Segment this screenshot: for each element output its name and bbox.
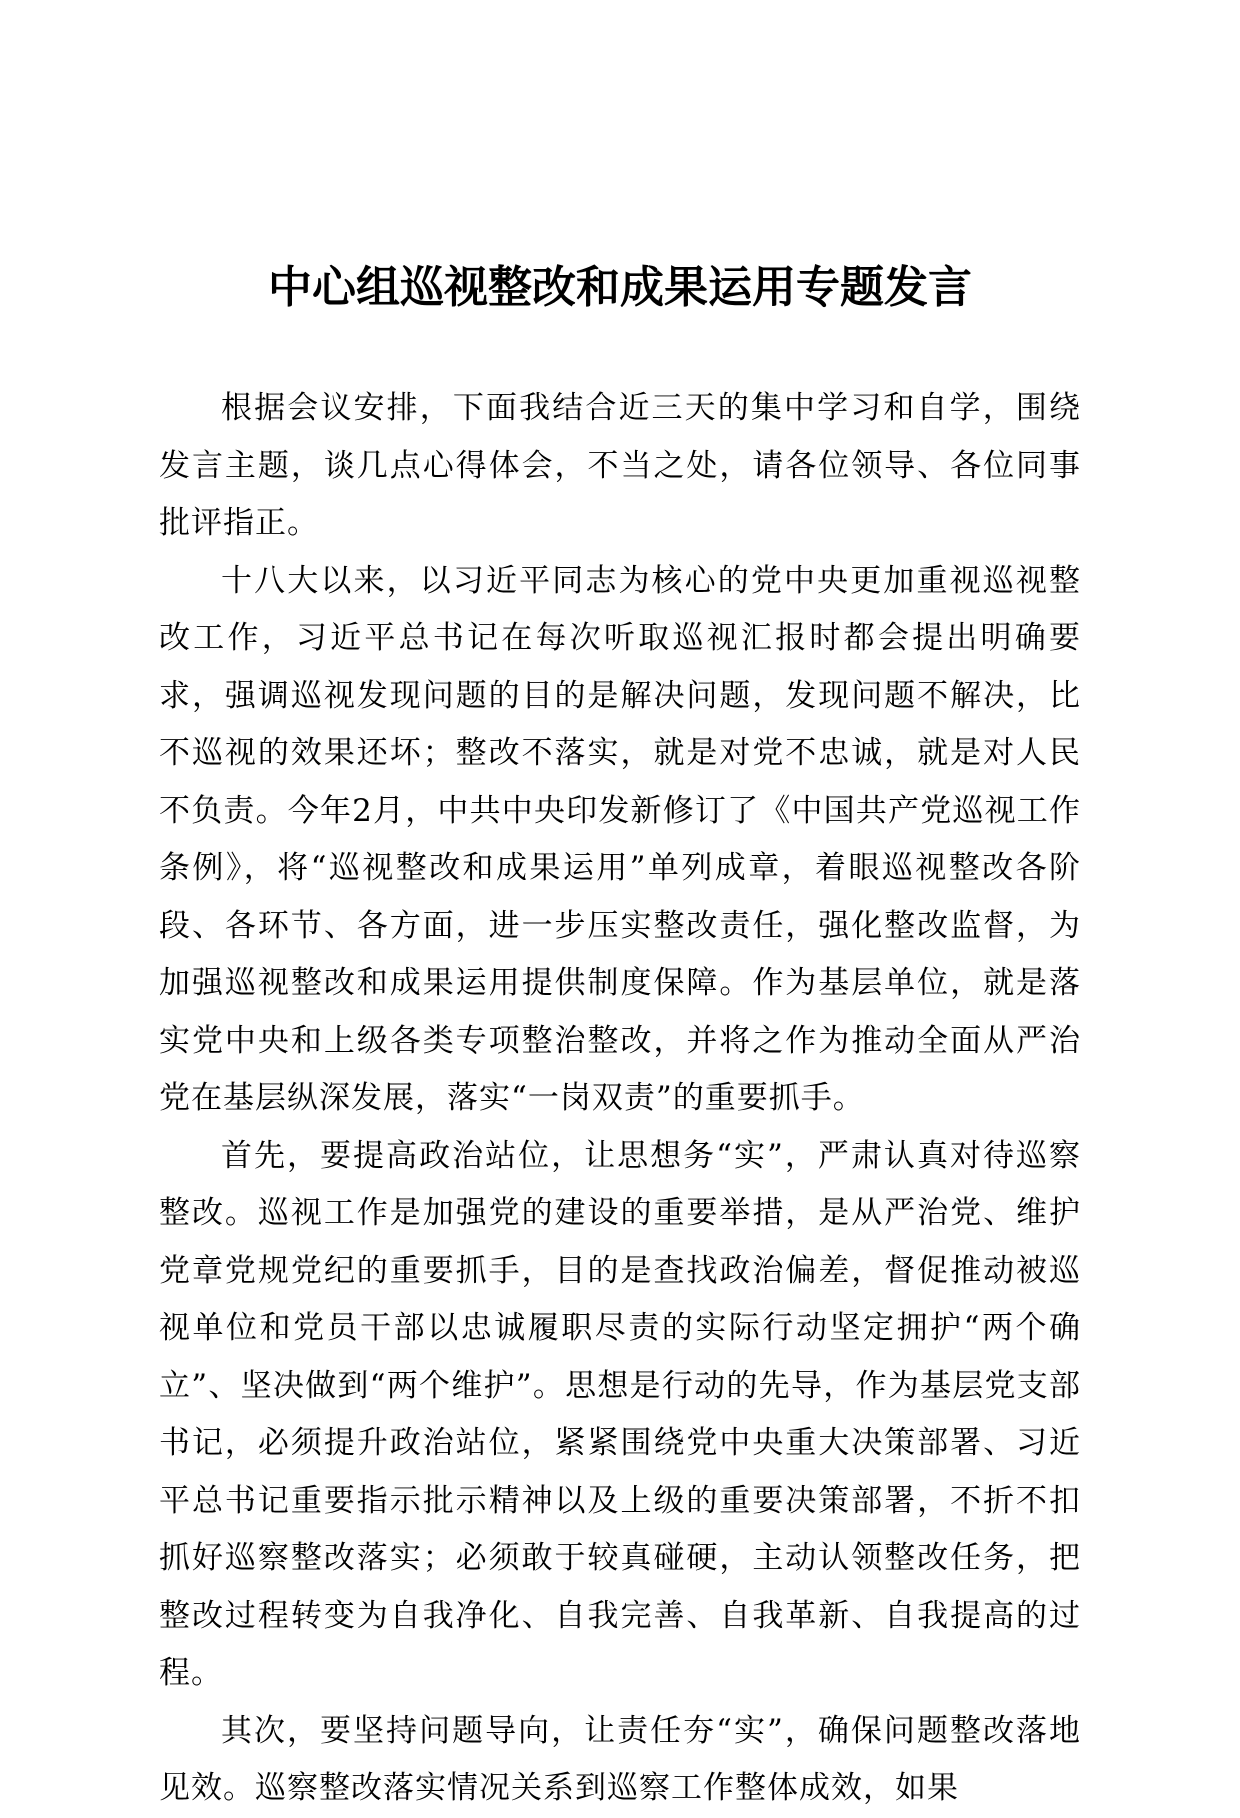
paragraph-background: 十八大以来，以习近平同志为核心的党中央更加重视巡视整改工作，习近平总书记在每次听取巡视汇报时都会提出明确要求，强调巡视发现问题的目的是解决问题，发现问题不解决，比不巡视的效果还坏；整改不落实，就是对党不忠诚，就是对人民不负责。今年2月，中共中央印发新修订了《中国共产党巡视工作条例》，将“巡视整改和成果运用”单列成章，着眼巡视整改各阶段、各环节、各方面，进一步压实整改责任，强化整改监督，为加强巡视整改和成果运用提供制度保障。作为基层单位，就是落实党中央和上级各类专项整治整改，并将之作为推动全面从严治党在基层纵深发展，落实“一岗双责”的重要抓手。 bbox=[159, 562, 1081, 1116]
paragraph-first-point: 首先，要提高政治站位，让思想务“实”，严肃认真对待巡察整改。巡视工作是加强党的建设的重要举措，是从严治党、维护党章党规党纪的重要抓手，目的是查找政治偏差，督促推动被巡视单位和党员干部以忠诚履职尽责的实际行动坚定拥护“两个确立”、坚决做到“两个维护”。思想是行动的先导，作为基层党支部书记，必须提升政治站位，紧紧围绕党中央重大决策部署、习近平总书记重要指示批示精神以及上级的重要决策部署，不折不扣抓好巡察整改落实；必须敢于较真碰硬，主动认领整改任务，把整改过程转变为自我净化、自我完善、自我革新、自我提高的过程。 bbox=[159, 1137, 1081, 1691]
document-title: 中心组巡视整改和成果运用专题发言 bbox=[268, 262, 972, 313]
paragraph-intro: 根据会议安排，下面我结合近三天的集中学习和自学，围绕发言主题，谈几点心得体会，不当之处，请各位领导、各位同事批评指正。 bbox=[159, 390, 1081, 541]
paragraph-second-point: 其次，要坚持问题导向，让责任夯“实”，确保问题整改落地见效。巡察整改落实情况关系到巡察工作整体成效，如果 bbox=[159, 1712, 1081, 1806]
document-body bbox=[159, 380, 1081, 1818]
